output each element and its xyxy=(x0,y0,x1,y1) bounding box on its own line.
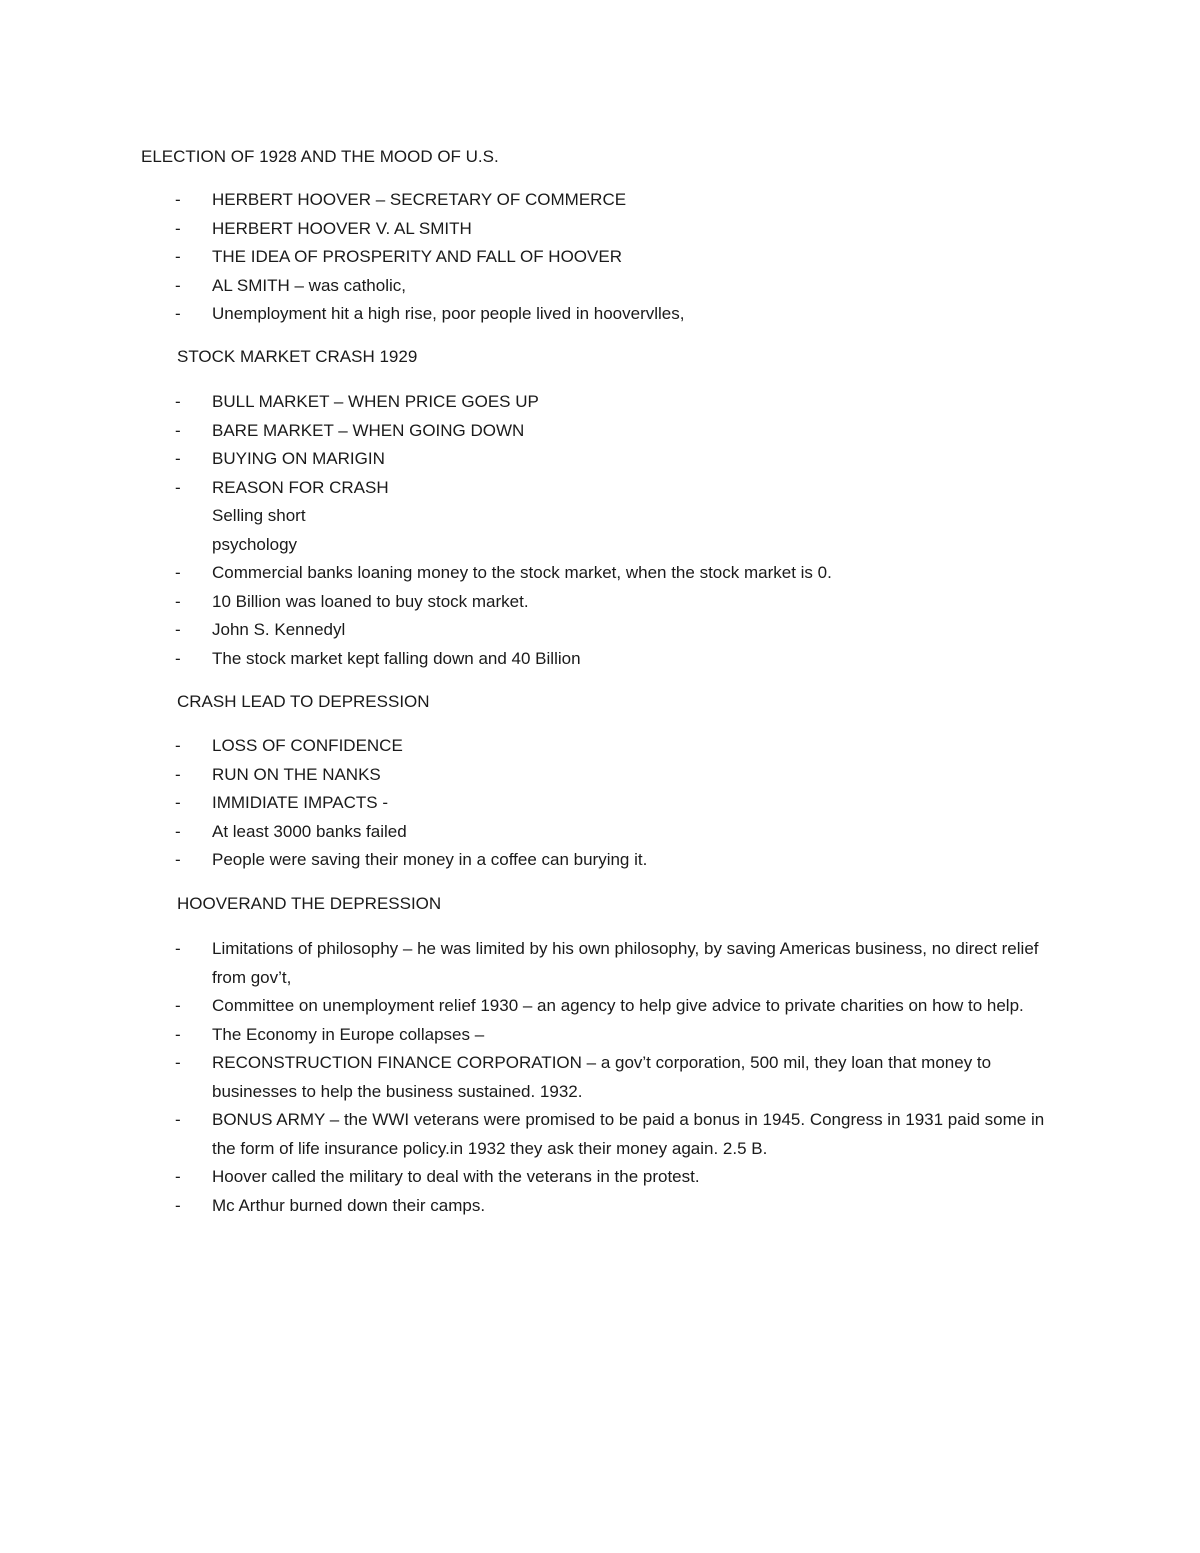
list-item-text: REASON FOR CRASH xyxy=(212,477,389,497)
list-item xyxy=(175,272,1065,301)
list-election xyxy=(175,186,1065,329)
dash-bullet: - xyxy=(175,996,181,1015)
list-item xyxy=(175,732,1065,761)
list-item-text: John S. Kennedyl xyxy=(212,620,346,639)
list-item-text: RECONSTRUCTION FINANCE CORPORATION – a gov’t corporation, 500 mil, they loan that money to businesses to help the business sustained. 1932. xyxy=(212,1053,992,1101)
dash-bullet: - xyxy=(175,1195,181,1215)
list-item xyxy=(175,474,1065,503)
dash-bullet: - xyxy=(175,821,181,841)
list-item-text: Mc Arthur burned down their camps. xyxy=(212,1195,486,1215)
list-item xyxy=(175,818,1065,847)
list-item xyxy=(175,186,1065,215)
list-item-text: 10 Billion was loaned to buy stock market. xyxy=(212,591,529,611)
dash-bullet: - xyxy=(175,218,181,238)
list-item-text: Hoover called the military to deal with the veterans in the protest. xyxy=(212,1167,700,1186)
list-item xyxy=(175,243,1065,272)
list-item-text: HERBERT HOOVER V. AL SMITH xyxy=(212,218,472,238)
list-item-text: Limitations of philosophy – he was limited by his own philosophy, by saving Americas business, no direct relief from gov’t, xyxy=(212,939,1039,987)
list-item-text: People were saving their money in a coffee can burying it. xyxy=(212,850,648,869)
list-item-text: RUN ON THE NANKS xyxy=(212,764,381,784)
list-item xyxy=(175,935,1065,992)
dash-bullet: - xyxy=(175,591,181,611)
dash-bullet: - xyxy=(175,449,181,468)
sub-item: psychology xyxy=(212,534,298,554)
list-stock-market xyxy=(175,388,1065,673)
list-item xyxy=(175,616,1065,645)
list-item xyxy=(175,645,1065,674)
dash-bullet: - xyxy=(175,477,181,497)
list-item-text: BUYING ON MARIGIN xyxy=(212,449,385,468)
list-item xyxy=(175,992,1065,1021)
list-item-text: The Economy in Europe collapses – xyxy=(212,1024,485,1044)
list-item xyxy=(175,1106,1065,1163)
list-crash-depression xyxy=(175,732,1065,875)
section-heading-stock-market-crash: STOCK MARKET CRASH 1929 xyxy=(177,347,418,366)
list-item xyxy=(175,588,1065,617)
dash-bullet: - xyxy=(175,939,181,958)
list-item-text: BARE MARKET – WHEN GOING DOWN xyxy=(212,420,525,440)
list-item xyxy=(175,417,1065,446)
list-item-text: HERBERT HOOVER – SECRETARY OF COMMERCE xyxy=(212,190,627,209)
dash-bullet: - xyxy=(175,793,181,812)
dash-bullet: - xyxy=(175,563,181,582)
list-item xyxy=(175,1192,1065,1221)
list-item xyxy=(175,846,1065,875)
dash-bullet: - xyxy=(175,620,181,639)
page-title: ELECTION OF 1928 AND THE MOOD OF U.S. xyxy=(141,147,499,166)
list-item xyxy=(175,388,1065,417)
list-item-text: Commercial banks loaning money to the stock market, when the stock market is 0. xyxy=(212,563,832,582)
list-hoover-depression xyxy=(175,935,1065,1220)
list-item-text: Unemployment hit a high rise, poor people lived in hoovervlles, xyxy=(212,304,685,323)
list-item xyxy=(175,445,1065,474)
sub-item: Selling short xyxy=(212,506,306,525)
dash-bullet: - xyxy=(175,850,181,869)
list-item-text: At least 3000 banks failed xyxy=(212,821,407,841)
dash-bullet: - xyxy=(175,275,181,295)
dash-bullet: - xyxy=(175,1167,181,1186)
section-heading-crash-lead-to-depression: CRASH LEAD TO DEPRESSION xyxy=(177,692,430,711)
list-item xyxy=(175,215,1065,244)
dash-bullet: - xyxy=(175,1110,181,1129)
list-item xyxy=(175,789,1065,818)
list-item xyxy=(175,1049,1065,1106)
dash-bullet: - xyxy=(175,736,181,755)
dash-bullet: - xyxy=(175,190,181,209)
dash-bullet: - xyxy=(175,420,181,440)
list-item-text: Committee on unemployment relief 1930 – an agency to help give advice to private charities on how to help. xyxy=(212,996,1024,1015)
section-heading-hoover-and-depression: HOOVERAND THE DEPRESSION xyxy=(177,894,442,913)
dash-bullet: - xyxy=(175,247,181,266)
list-item-text: The stock market kept falling down and 40 Billion xyxy=(212,648,581,668)
dash-bullet: - xyxy=(175,392,181,411)
list-item xyxy=(175,1163,1065,1192)
dash-bullet: - xyxy=(175,1053,181,1072)
list-item xyxy=(175,300,1065,329)
dash-bullet: - xyxy=(175,764,181,784)
dash-bullet: - xyxy=(175,1024,181,1044)
dash-bullet: - xyxy=(175,648,181,668)
list-item-text: LOSS OF CONFIDENCE xyxy=(212,736,403,755)
list-item xyxy=(175,559,1065,588)
dash-bullet: - xyxy=(175,304,181,323)
list-item-text: BONUS ARMY – the WWI veterans were promised to be paid a bonus in 1945. Congress in 1931 paid some in the form of life insurance policy.in 1932 they ask their money again. 2.5 B. xyxy=(212,1110,1045,1158)
list-item xyxy=(175,1021,1065,1050)
list-item-text: AL SMITH – was catholic, xyxy=(212,275,406,295)
list-item-text: BULL MARKET – WHEN PRICE GOES UP xyxy=(212,392,539,411)
list-item-text: IMMIDIATE IMPACTS - xyxy=(212,793,388,812)
list-item-text: THE IDEA OF PROSPERITY AND FALL OF HOOVER xyxy=(212,247,622,266)
list-item xyxy=(175,761,1065,790)
